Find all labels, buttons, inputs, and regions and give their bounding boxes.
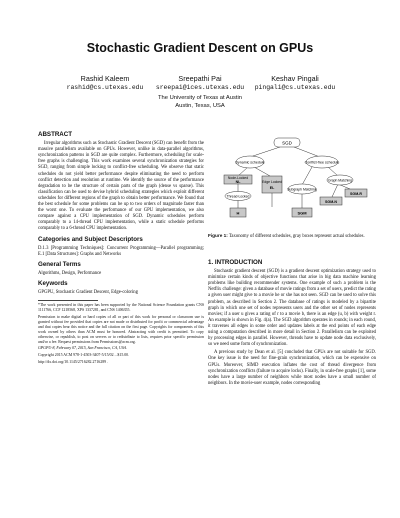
node-label: Node-Locked	[227, 176, 249, 180]
edge-dynamic-edgelocked	[254, 167, 270, 176]
node-sgm-n	[320, 197, 342, 205]
node-subgraph-matching	[287, 184, 317, 194]
node-graph-matching	[327, 175, 353, 185]
venue-line: GPGPU-8, February 07, 2015, San Francisco, CA, USA.	[38, 346, 128, 351]
edge-sgd-conflictfree	[294, 147, 320, 157]
abstract-heading: ABSTRACT	[38, 131, 73, 138]
intro-paragraph-2: A previous study by Dean et al. [5] concluded that GPUs are not suitable for SGD. One key issue is the need for fine-grain synchronization, which can be expensive on GPUs. Moreover, SIMD execution inflates the cost of thread divergence from synchronization conflicts (failure to acquire locks). Finally, in scale-free graphs [1], some nodes have a large number of neighbors while most nodes have a small number of neighbors. In the movie-user example, nodes corresponding	[208, 350, 376, 386]
author-name: Sreepathi Pai	[178, 74, 222, 83]
caption-text: Taxonomy of different schedules, gray boxes represent actual schedules.	[228, 234, 365, 239]
node-edge-locked	[262, 176, 282, 193]
figure-caption	[208, 233, 376, 240]
node-node-locked	[224, 175, 252, 184]
author-name: Rashid Kaleem	[80, 74, 130, 83]
node-tag: NL	[235, 180, 241, 184]
affiliation-city: Austin, Texas, USA	[175, 102, 225, 109]
general-terms-heading: General Terms	[38, 260, 81, 268]
node-label: Edge Locked	[262, 180, 282, 184]
intro-paragraph-1: Stochastic gradient descent (SGD) is a gradient descent optimization strategy used to minimize certain kinds of objective functions that arise in big data machine learning problems like building recommender systems. One example of such a problem is the Netflix challenge: given a database of movie ratings from a set of users, predict the rating a given user might give to a movie he or she has not seen. SGD can be used to solve this problem, as described in Section 2. The database of ratings is modeled by a bipartite graph in which one set of nodes represents users and the other set of nodes represents movies; if a user u gives a rating of r to a movie b, there is an edge (u, b) with weight r. An example is shown in Fig. 4(a). The SGD algorithm operates in rounds; in each round, it traverses all edges in some order and updates labels at the end points of each edge using a computation described in more detail in Section 2. Parallelism can be exploited by processing edges in parallel. However, threads have to update node data exclusively, so we need some form of synchronization.	[208, 269, 376, 348]
node-tag: H	[236, 210, 240, 216]
author-email: rashid@cs.utexas.edu	[66, 84, 144, 91]
right-column	[208, 256, 376, 389]
left-column	[38, 128, 204, 367]
paper-title: Stochastic Gradient Descent on GPUs	[86, 41, 314, 55]
categories-text: D.1.3 [Programming Techniques]: Concurrent Programming—Parallel programming; E.1 [Data Structures]: Graphs and Networks	[38, 245, 204, 257]
author-1	[60, 74, 150, 91]
node-conflict-free	[305, 156, 340, 168]
intro-heading: 1. INTRODUCTION	[208, 259, 263, 266]
footnote-divider	[38, 300, 98, 301]
categories-heading: Categories and Subject Descriptors	[38, 235, 143, 243]
node-label: Subgraph Matching	[287, 187, 317, 192]
edge-dynamic-nodelocked	[238, 167, 248, 176]
node-label: SGD	[282, 140, 292, 146]
node-tag: SGM-R	[350, 192, 362, 196]
node-label: Thread-Locked	[226, 194, 250, 199]
node-tag: EL	[269, 186, 275, 190]
node-dynamic	[235, 156, 264, 168]
abstract-text: Irregular algorithms such as Stochastic Gradient Descent (SGD) can benefit from the massive parallelism available on GPUs. However, unlike in data-parallel algorithms, synchronization patterns in SGD are quite complex. Furthermore, scheduling for scale-free graphs is challenging. This work examines several synchronization strategies for SGD, ranging from simple locking to conflict-free scheduling. We observe that static schedules do not yield better performance despite eliminating the need to perform conflict detection and resolution at runtime. We identify the source of the performance degradation to be the structure of certain parts of the graph (dense vs sparse). This classification can be used to devise hybrid scheduling strategies which exploit different schedules for different regions of the graph to obtain better performance. We found that the best schedule for some problems can be up to two orders of magnitude faster than the worst one. To evaluate the performance of our GPU implementation, we also compare against a CPU implementation of SGD. Dynamic schedules perform comparably to a 14-thread CPU implementation, while a static schedule performs comparably to a 6-thread CPU implementation.	[38, 141, 204, 232]
node-thread-locked	[225, 192, 251, 201]
keywords-heading: Keywords	[38, 279, 68, 287]
node-sgm-r	[345, 189, 367, 197]
node-sgm	[292, 208, 312, 217]
author-email: sreepai@ices.utexas.edu	[155, 84, 245, 91]
caption-label: Figure 1:	[208, 233, 228, 238]
node-label: Dynamic schedule	[235, 160, 265, 165]
edge-gm-sgmn	[332, 184, 338, 197]
taxonomy-diagram	[208, 133, 376, 233]
node-label: Conflict-free schedule	[304, 160, 340, 165]
author-name: Keshav Pingali	[271, 74, 319, 83]
author-3	[250, 74, 340, 91]
taxonomy-figure	[208, 133, 376, 233]
doi-line: http://dx.doi.org/10.1145/2716282.2716289 .	[38, 360, 109, 365]
node-tag: SGM	[297, 210, 307, 216]
affiliation	[0, 95, 400, 110]
keywords-text: GPGPU, Stochastic Gradient Descent, Edge-coloring	[38, 290, 138, 296]
permission-notice: Permission to make digital or hard copies of all or part of this work for personal or classroom use is granted without fee provided that copies are not made or distributed for profit or commercial advantage and that copies bear this notice and the full citation on the first page. Copyrights for components of this work owned by others than ACM must be honored. Abstracting with credit is permitted. To copy otherwise, or republish, to post on servers or to redistribute to lists, requires prior specific permission and/or a fee. Request permissions from Permissions@acm.org.	[38, 314, 204, 344]
author-email: pingali@cs.utexas.edu	[254, 84, 336, 91]
edge-cf-subgraph	[302, 167, 312, 185]
edge-cf-graphmatching	[328, 167, 338, 176]
node-sgd	[274, 138, 300, 147]
node-tag: SGM-N	[325, 200, 337, 204]
author-2	[155, 74, 245, 91]
node-h	[230, 208, 246, 217]
affiliation-university: The University of Texas at Austin	[158, 95, 242, 101]
edge-sgd-dynamic	[250, 147, 280, 157]
general-terms-text: Algorithms, Design, Performance	[38, 270, 102, 276]
copyright-line: Copyright 2015 ACM 978-1-4503-3407-5/15/02 ...$15.00.	[38, 353, 130, 358]
node-label: Graph Matching	[327, 178, 353, 183]
funding-footnote: *The work presented in this paper has been supported by the National Science Foundation grants CNS 1111766, CCF 1218568, XPS 1337281, and CNS 1406355.	[38, 303, 204, 313]
